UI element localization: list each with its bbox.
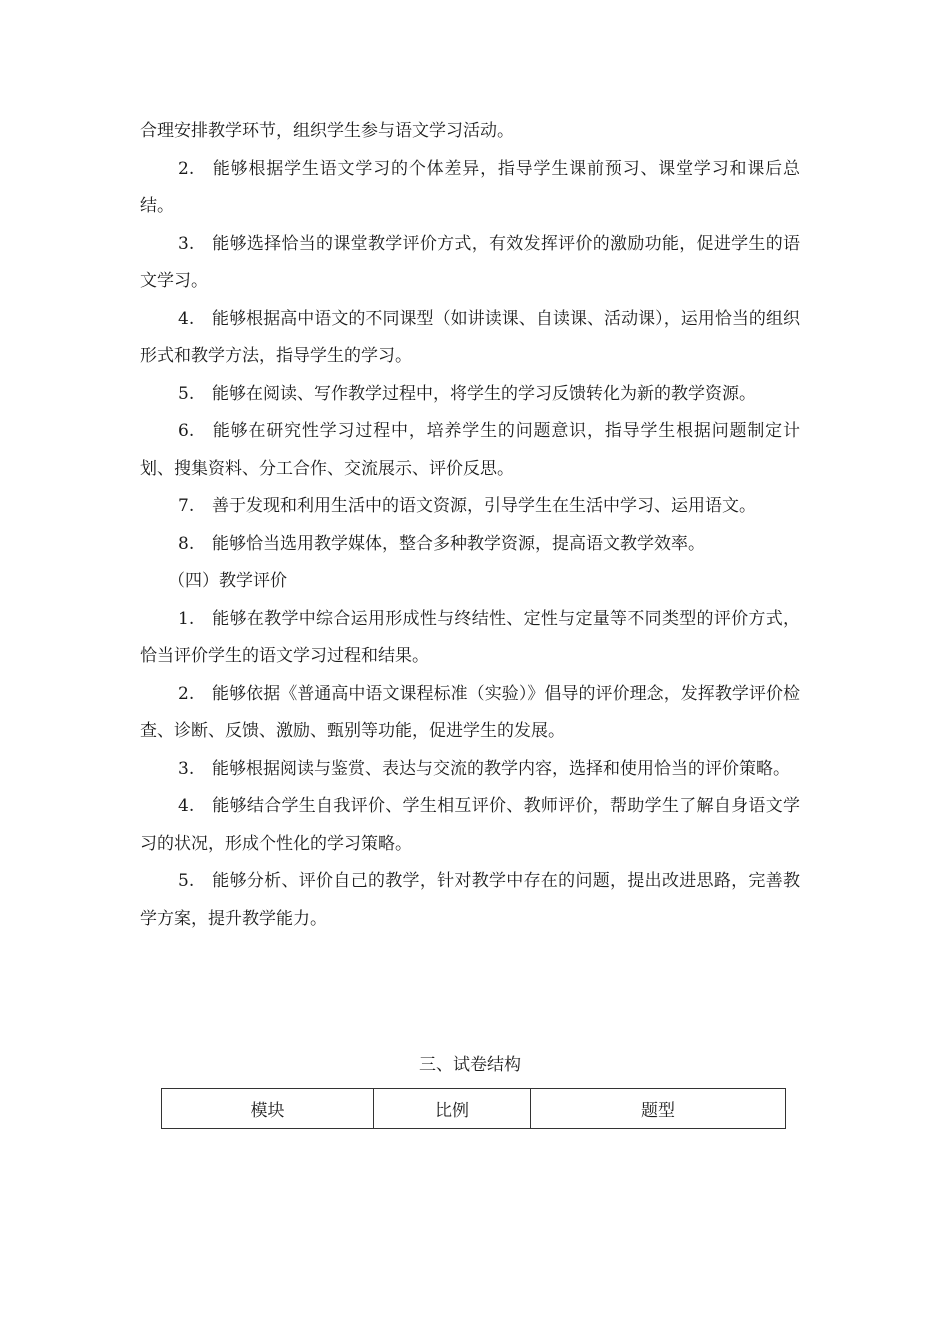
subsection-heading-text: （四）教学评价 [168,571,287,591]
item-text: 能够根据学生语文学习的个体差异，指导学生课前预习、课堂学习和课后总结。 [140,158,800,216]
item-number: 2. [178,683,195,704]
subsection-heading [140,563,800,601]
list-item [140,601,800,676]
list-item [140,488,800,526]
list-item [140,301,800,376]
item-text: 能够依据《普通高中语文课程标准（实验）》倡导的评价理念，发挥教学评价检查、诊断、反馈、激励、甄别等功能，促进学生的发展。 [140,683,800,741]
table-header-row [162,1089,786,1129]
item-number: 2. [178,158,195,179]
table-header-question-type: 题型 [531,1089,786,1129]
list-item [140,526,800,564]
paragraph-text: 合理安排教学环节，组织学生参与语文学习活动。 [140,121,514,141]
list-item [140,863,800,938]
exam-structure-table [161,1088,786,1129]
item-number: 5. [178,871,195,891]
table-header-ratio: 比例 [374,1089,531,1129]
list-item [140,788,800,863]
item-number: 5. [178,383,195,404]
list-item [140,151,800,226]
item-number: 4. [178,796,195,816]
section-title: 三、试卷结构 [419,1055,521,1075]
item-text: 能够在研究性学习过程中，培养学生的问题意识，指导学生根据问题制定计划、搜集资料、分工合作、交流展示、评价反思。 [140,421,800,479]
item-number: 4. [178,308,195,329]
item-text: 能够在教学中综合运用形成性与终结性、定性与定量等不同类型的评价方式，恰当评价学生的语文学习过程和结果。 [140,608,800,666]
list-item [140,751,800,789]
table-header-module: 模块 [162,1089,374,1129]
item-text: 能够在阅读、写作教学过程中，将学生的学习反馈转化为新的教学资源。 [212,383,756,404]
item-text: 能够恰当选用教学媒体，整合多种教学资源，提高语文教学效率。 [212,533,705,554]
item-number: 3. [178,233,195,254]
item-number: 8. [178,533,195,554]
item-text: 能够分析、评价自己的教学，针对教学中存在的问题，提出改进思路，完善教学方案，提升教学能力。 [140,871,800,929]
item-text: 能够根据阅读与鉴赏、表达与交流的教学内容，选择和使用恰当的评价策略。 [212,758,790,779]
item-text: 能够结合学生自我评价、学生相互评价、教师评价，帮助学生了解自身语文学习的状况，形成个性化的学习策略。 [140,796,800,854]
item-text: 能够选择恰当的课堂教学评价方式，有效发挥评价的激励功能，促进学生的语文学习。 [140,233,800,291]
list-item [140,676,800,751]
item-number: 7. [178,496,195,516]
list-item [140,376,800,414]
item-number: 3. [178,758,195,779]
list-item [140,226,800,301]
item-text: 善于发现和利用生活中的语文资源，引导学生在生活中学习、运用语文。 [212,496,756,516]
item-number: 6. [178,421,195,441]
body-text [140,113,800,938]
paragraph-continuation [140,113,800,151]
item-number: 1. [178,608,195,629]
item-text: 能够根据高中语文的不同课型（如讲读课、自读课、活动课），运用恰当的组织形式和教学方法，指导学生的学习。 [140,308,800,366]
list-item [140,413,800,488]
